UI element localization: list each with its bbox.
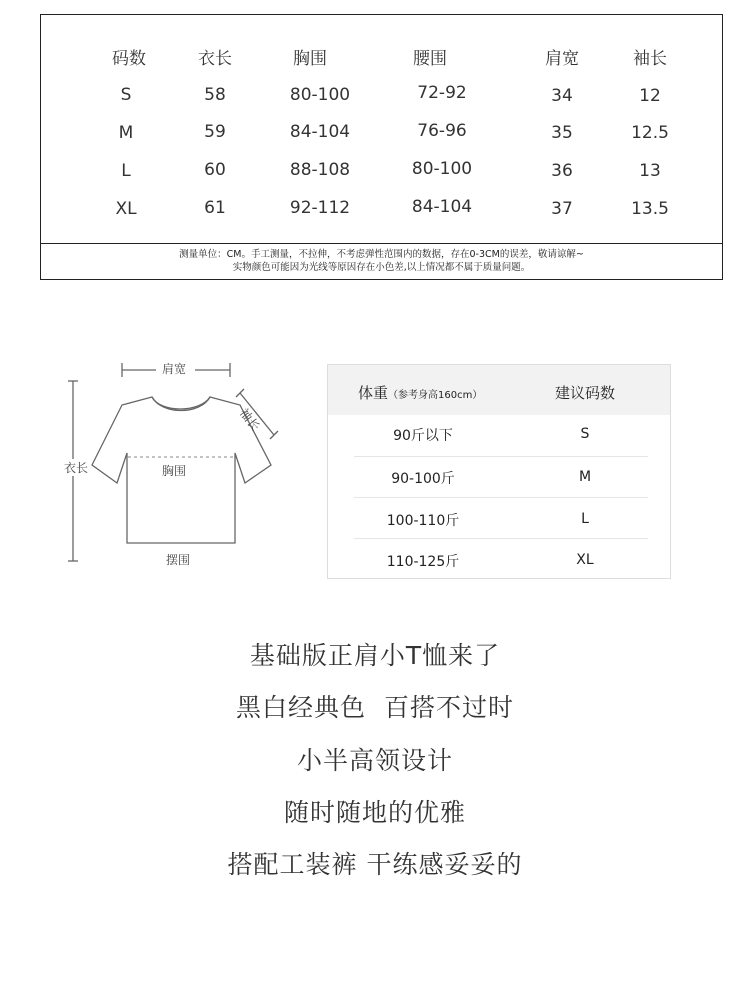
- header-sleeve: 袖长: [633, 49, 667, 69]
- size-value: S: [580, 426, 590, 442]
- size-header: 建议码数: [554, 384, 615, 402]
- weight-value: 90-100斤: [391, 471, 455, 487]
- header-size: 码数: [112, 49, 146, 69]
- header-shoulder: 肩宽: [545, 49, 579, 69]
- weight-value: 90斤以下: [393, 428, 453, 444]
- table-cell: 58: [204, 85, 226, 105]
- table-cell: L: [121, 161, 131, 181]
- color-note: 实物颜色可能因为光线等原因存在小色差,以上情况都不属于质量问题。: [232, 262, 531, 273]
- table-cell: M: [118, 123, 134, 143]
- table-cell: 61: [204, 198, 226, 218]
- table-cell: 35: [551, 123, 573, 143]
- size-value: XL: [576, 552, 594, 568]
- table-cell: 80-100: [411, 159, 473, 179]
- weight-header: [358, 382, 482, 403]
- row-divider: [354, 538, 648, 539]
- divider: [41, 243, 722, 244]
- table-cell: 13: [639, 161, 661, 181]
- table-cell: 12.5: [631, 123, 669, 143]
- size-chart: [40, 14, 723, 280]
- table-cell: 72-92: [417, 83, 467, 103]
- tagline: 搭配工装裤 干练感妥妥的: [227, 850, 523, 879]
- sleeve-label: 袖长: [236, 406, 263, 434]
- table-cell: 36: [551, 161, 573, 181]
- measurement-note: 测量单位：CM。手工测量，不拉伸，不考虑弹性范围内的数据，存在0-3CM的误差，敬请谅解~: [179, 249, 584, 260]
- table-cell: 34: [551, 86, 573, 106]
- table-cell: 80-100: [289, 85, 351, 105]
- table-cell: XL: [115, 199, 137, 219]
- weight-header-label: 体重: [358, 384, 389, 402]
- header-length: 衣长: [198, 49, 232, 69]
- shoulder-label: 肩宽: [162, 362, 187, 376]
- row-divider: [354, 456, 648, 457]
- table-cell: 12: [639, 86, 661, 106]
- table-cell: 84-104: [289, 122, 351, 142]
- table-cell: 59: [204, 122, 226, 142]
- weight-value: 100-110斤: [386, 513, 460, 529]
- chest-label: 胸围: [162, 464, 187, 478]
- header-chest: 胸围: [293, 49, 327, 69]
- tagline: 基础版正肩小T恤来了: [249, 641, 501, 670]
- tagline: 随时随地的优雅: [283, 798, 466, 827]
- length-label: 衣长: [64, 461, 89, 475]
- table-cell: 92-112: [289, 198, 351, 218]
- weight-header-note: （参考身高160cm）: [388, 390, 483, 401]
- hem-label: 摆围: [166, 553, 191, 567]
- table-cell: 84-104: [411, 197, 473, 217]
- weight-size-table: [327, 364, 671, 579]
- tagline: 小半高领设计: [296, 746, 453, 775]
- table-cell: 13.5: [631, 199, 669, 219]
- size-value: L: [581, 511, 589, 527]
- table-cell: 37: [551, 199, 573, 219]
- weight-value: 110-125斤: [386, 554, 460, 570]
- row-divider: [354, 497, 648, 498]
- table-cell: 76-96: [417, 121, 467, 141]
- header-waist: 腰围: [413, 49, 447, 69]
- table-cell: 60: [204, 160, 226, 180]
- tshirt-diagram: [60, 355, 290, 570]
- tagline: 黑白经典色 百搭不过时: [236, 693, 514, 722]
- size-value: M: [578, 469, 592, 485]
- table-cell: 88-108: [289, 160, 351, 180]
- table-cell: S: [120, 85, 132, 105]
